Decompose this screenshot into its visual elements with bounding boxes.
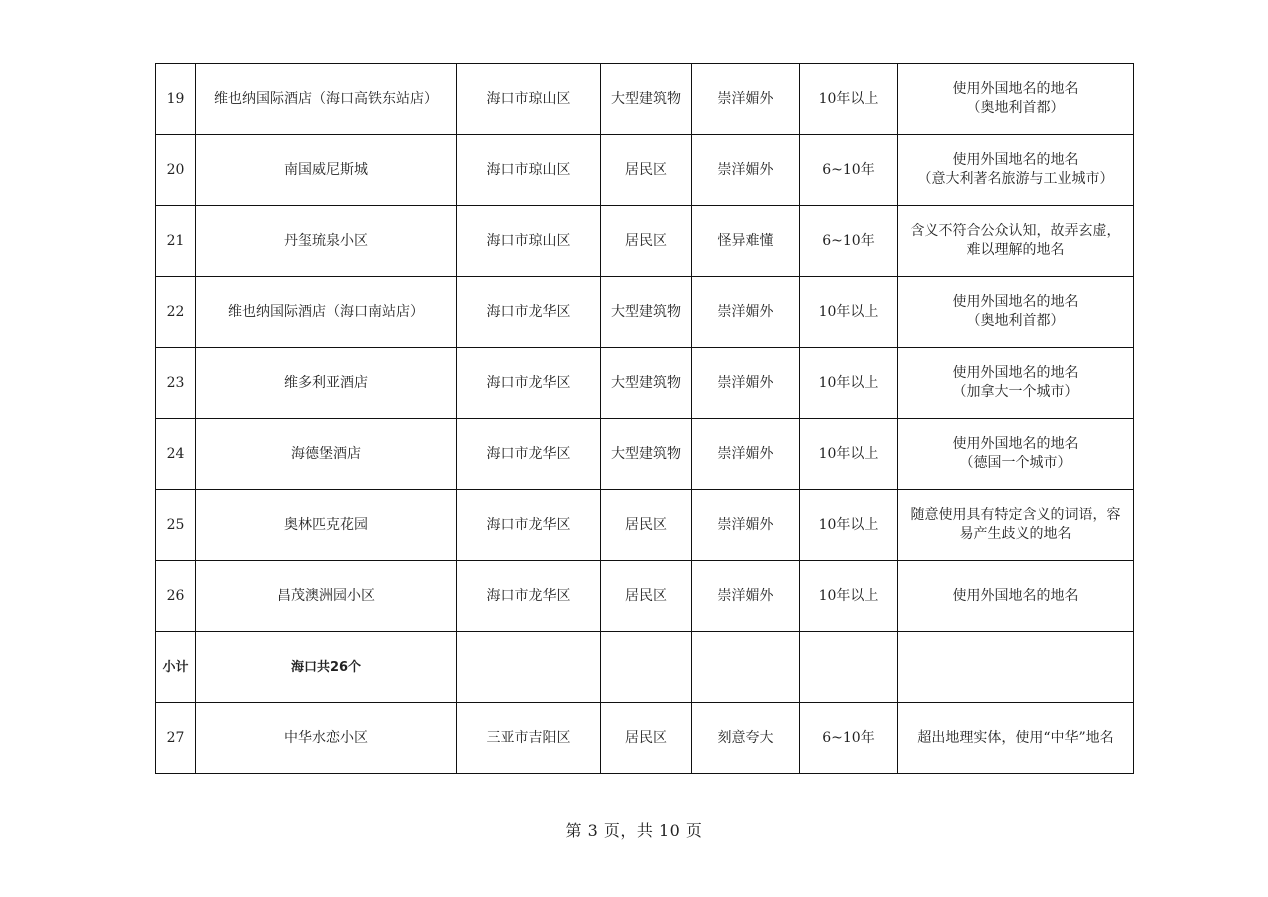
row-number-cell: 26 bbox=[156, 561, 196, 632]
category-cell: 居民区 bbox=[601, 703, 692, 774]
subtotal-label: 小计 bbox=[156, 632, 196, 703]
location-cell: 海口市琼山区 bbox=[457, 135, 601, 206]
place-name-cell: 海德堡酒店 bbox=[196, 419, 457, 490]
note-line: （德国一个城市） bbox=[959, 455, 1072, 471]
subtotal-row bbox=[156, 632, 1134, 703]
location-cell: 海口市龙华区 bbox=[457, 490, 601, 561]
note-cell bbox=[898, 348, 1134, 419]
category-cell: 居民区 bbox=[601, 561, 692, 632]
page-footer: 第 3 页，共 10 页 bbox=[565, 821, 703, 840]
note-line: （加拿大一个城市） bbox=[952, 384, 1079, 400]
problem-type-cell: 崇洋媚外 bbox=[692, 64, 800, 135]
row-number-cell: 24 bbox=[156, 419, 196, 490]
problem-type-cell: 崇洋媚外 bbox=[692, 348, 800, 419]
note-cell bbox=[898, 277, 1134, 348]
place-name-cell: 丹玺琉泉小区 bbox=[196, 206, 457, 277]
note-line: 随意使用具有特定含义的词语，容 bbox=[910, 507, 1121, 523]
location-cell: 海口市龙华区 bbox=[457, 277, 601, 348]
note-cell bbox=[898, 135, 1134, 206]
table-row bbox=[156, 490, 1134, 561]
problem-type-cell: 怪异难懂 bbox=[692, 206, 800, 277]
subtotal-text: 海口共26个 bbox=[196, 632, 457, 703]
note-line: 使用外国地名的地名 bbox=[952, 587, 1079, 604]
location-cell: 海口市龙华区 bbox=[457, 348, 601, 419]
note-line: 使用外国地名的地名 bbox=[952, 365, 1079, 381]
empty-cell bbox=[800, 632, 898, 703]
note-line: （意大利著名旅游与工业城市） bbox=[917, 171, 1114, 187]
place-name-cell: 维也纳国际酒店（海口高铁东站店） bbox=[196, 64, 457, 135]
location-cell: 海口市琼山区 bbox=[457, 64, 601, 135]
table-row bbox=[156, 277, 1134, 348]
problem-type-cell: 崇洋媚外 bbox=[692, 135, 800, 206]
row-number-cell: 23 bbox=[156, 348, 196, 419]
category-cell: 大型建筑物 bbox=[601, 419, 692, 490]
row-number-cell: 27 bbox=[156, 703, 196, 774]
note-cell bbox=[898, 64, 1134, 135]
note-line: （奥地利首都） bbox=[966, 313, 1065, 329]
row-number-cell: 19 bbox=[156, 64, 196, 135]
note-line: （奥地利首都） bbox=[966, 100, 1065, 116]
note-line: 使用外国地名的地名 bbox=[952, 294, 1079, 310]
empty-cell bbox=[457, 632, 601, 703]
duration-cell: 10年以上 bbox=[800, 348, 898, 419]
table-row bbox=[156, 206, 1134, 277]
table-row bbox=[156, 419, 1134, 490]
category-cell: 居民区 bbox=[601, 490, 692, 561]
duration-cell: 10年以上 bbox=[800, 490, 898, 561]
category-cell: 居民区 bbox=[601, 135, 692, 206]
duration-cell: 10年以上 bbox=[800, 64, 898, 135]
problem-type-cell: 崇洋媚外 bbox=[692, 490, 800, 561]
location-cell: 海口市龙华区 bbox=[457, 561, 601, 632]
note-line: 超出地理实体，使用“中华”地名 bbox=[917, 729, 1114, 746]
note-cell bbox=[898, 206, 1134, 277]
place-name-cell: 维也纳国际酒店（海口南站店） bbox=[196, 277, 457, 348]
place-name-cell: 南国威尼斯城 bbox=[196, 135, 457, 206]
duration-cell: 6~10年 bbox=[800, 703, 898, 774]
names-table bbox=[155, 63, 1134, 774]
duration-cell: 6~10年 bbox=[800, 135, 898, 206]
empty-cell bbox=[692, 632, 800, 703]
location-cell: 三亚市吉阳区 bbox=[457, 703, 601, 774]
row-number-cell: 25 bbox=[156, 490, 196, 561]
note-line: 使用外国地名的地名 bbox=[952, 152, 1079, 168]
table-row bbox=[156, 348, 1134, 419]
problem-type-cell: 崇洋媚外 bbox=[692, 419, 800, 490]
category-cell: 大型建筑物 bbox=[601, 277, 692, 348]
place-name-cell: 维多利亚酒店 bbox=[196, 348, 457, 419]
duration-cell: 10年以上 bbox=[800, 419, 898, 490]
table-body bbox=[156, 64, 1134, 774]
note-line: 使用外国地名的地名 bbox=[952, 81, 1079, 97]
place-name-cell: 奥林匹克花园 bbox=[196, 490, 457, 561]
empty-cell bbox=[601, 632, 692, 703]
row-number-cell: 21 bbox=[156, 206, 196, 277]
problem-type-cell: 崇洋媚外 bbox=[692, 561, 800, 632]
note-line: 含义不符合公众认知，故弄玄虚， bbox=[910, 223, 1121, 239]
duration-cell: 10年以上 bbox=[800, 277, 898, 348]
duration-cell: 10年以上 bbox=[800, 561, 898, 632]
duration-cell: 6~10年 bbox=[800, 206, 898, 277]
note-cell bbox=[898, 561, 1134, 632]
table-row bbox=[156, 703, 1134, 774]
problem-type-cell: 崇洋媚外 bbox=[692, 277, 800, 348]
place-name-cell: 昌茂澳洲园小区 bbox=[196, 561, 457, 632]
row-number-cell: 22 bbox=[156, 277, 196, 348]
location-cell: 海口市龙华区 bbox=[457, 419, 601, 490]
note-line: 易产生歧义的地名 bbox=[959, 526, 1072, 542]
note-cell bbox=[898, 419, 1134, 490]
note-line: 难以理解的地名 bbox=[966, 242, 1065, 258]
row-number-cell: 20 bbox=[156, 135, 196, 206]
category-cell: 大型建筑物 bbox=[601, 64, 692, 135]
table-row bbox=[156, 135, 1134, 206]
category-cell: 居民区 bbox=[601, 206, 692, 277]
table-row bbox=[156, 64, 1134, 135]
note-cell bbox=[898, 490, 1134, 561]
empty-cell bbox=[898, 632, 1134, 703]
note-cell bbox=[898, 703, 1134, 774]
table-row bbox=[156, 561, 1134, 632]
place-name-cell: 中华水恋小区 bbox=[196, 703, 457, 774]
note-line: 使用外国地名的地名 bbox=[952, 436, 1079, 452]
location-cell: 海口市琼山区 bbox=[457, 206, 601, 277]
problem-type-cell: 刻意夸大 bbox=[692, 703, 800, 774]
category-cell: 大型建筑物 bbox=[601, 348, 692, 419]
